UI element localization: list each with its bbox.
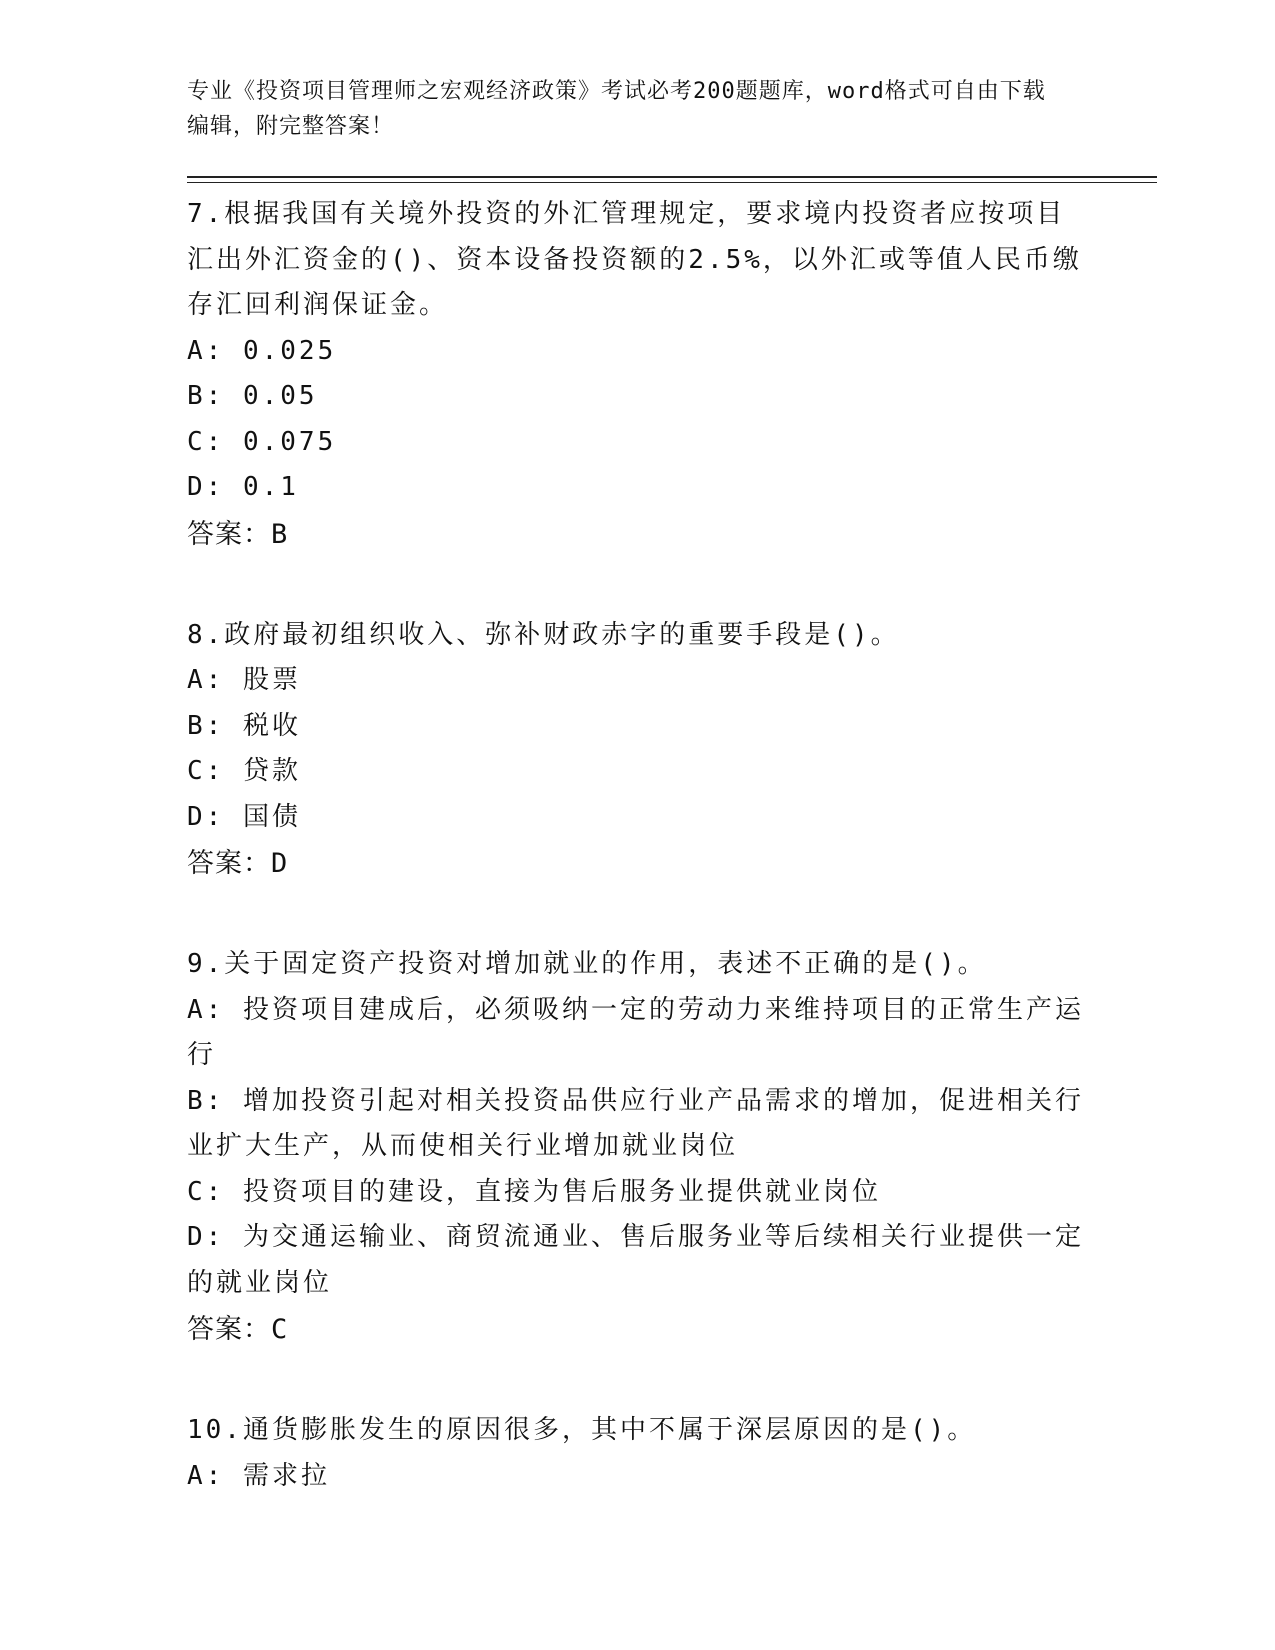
answer-value: D bbox=[271, 848, 289, 879]
header-rule-thick bbox=[187, 176, 1157, 178]
question-stem: 9.关于固定资产投资对增加就业的作用，表述不正确的是()。 bbox=[187, 949, 987, 979]
option-c: C: 投资项目的建设，直接为售后服务业提供就业岗位 bbox=[187, 1176, 881, 1207]
option-b: B: 0.05 bbox=[187, 381, 318, 411]
question-stem: 7.根据我国有关境外投资的外汇管理规定，要求境内投资者应按项目汇出外汇资金的()、资本设备投资额的2.5%，以外汇或等值人民币缴存汇回利润保证金。 bbox=[187, 199, 1082, 320]
answer-label: 答案： bbox=[187, 518, 271, 549]
option-a: A: 0.025 bbox=[187, 335, 337, 366]
option-b: B: 增加投资引起对相关投资品供应行业产品需求的增加，促进相关行业扩大生产，从而使相关行业增加就业岗位 bbox=[187, 1085, 1084, 1161]
document-header: 专业《投资项目管理师之宏观经济政策》考试必考200题题库，word格式可自由下载编辑，附完整答案！ bbox=[187, 79, 1046, 139]
answer-line bbox=[187, 1306, 1087, 1353]
option-a: A: 需求拉 bbox=[187, 1460, 330, 1491]
question-7 bbox=[187, 192, 1087, 558]
answer-label: 答案： bbox=[187, 848, 271, 878]
answer-value: B bbox=[271, 518, 289, 550]
option-b: B: 税收 bbox=[187, 710, 301, 741]
question-9 bbox=[187, 942, 1087, 1353]
question-stem: 10.通货膨胀发生的原因很多，其中不属于深层原因的是()。 bbox=[187, 1415, 977, 1445]
option-a: A: 投资项目建成后，必须吸纳一定的劳动力来维持项目的正常生产运行 bbox=[187, 994, 1084, 1070]
option-c: C: 贷款 bbox=[187, 756, 301, 786]
question-10 bbox=[187, 1408, 1087, 1499]
question-8 bbox=[187, 613, 1087, 888]
option-d: D: 国债 bbox=[187, 801, 301, 832]
answer-value: C bbox=[271, 1314, 289, 1345]
question-stem: 8.政府最初组织收入、弥补财政赤字的重要手段是()。 bbox=[187, 619, 900, 650]
option-d: D: 为交通运输业、商贸流通业、售后服务业等后续相关行业提供一定的就业岗位 bbox=[187, 1222, 1084, 1298]
option-a: A: 股票 bbox=[187, 665, 301, 695]
option-d: D: 0.1 bbox=[187, 472, 299, 502]
answer-label: 答案： bbox=[187, 1314, 271, 1344]
answer-line bbox=[187, 511, 1087, 558]
header-rule-thin bbox=[187, 182, 1157, 183]
answer-line bbox=[187, 840, 1087, 887]
question-list bbox=[187, 192, 1087, 1554]
option-c: C: 0.075 bbox=[187, 426, 337, 457]
